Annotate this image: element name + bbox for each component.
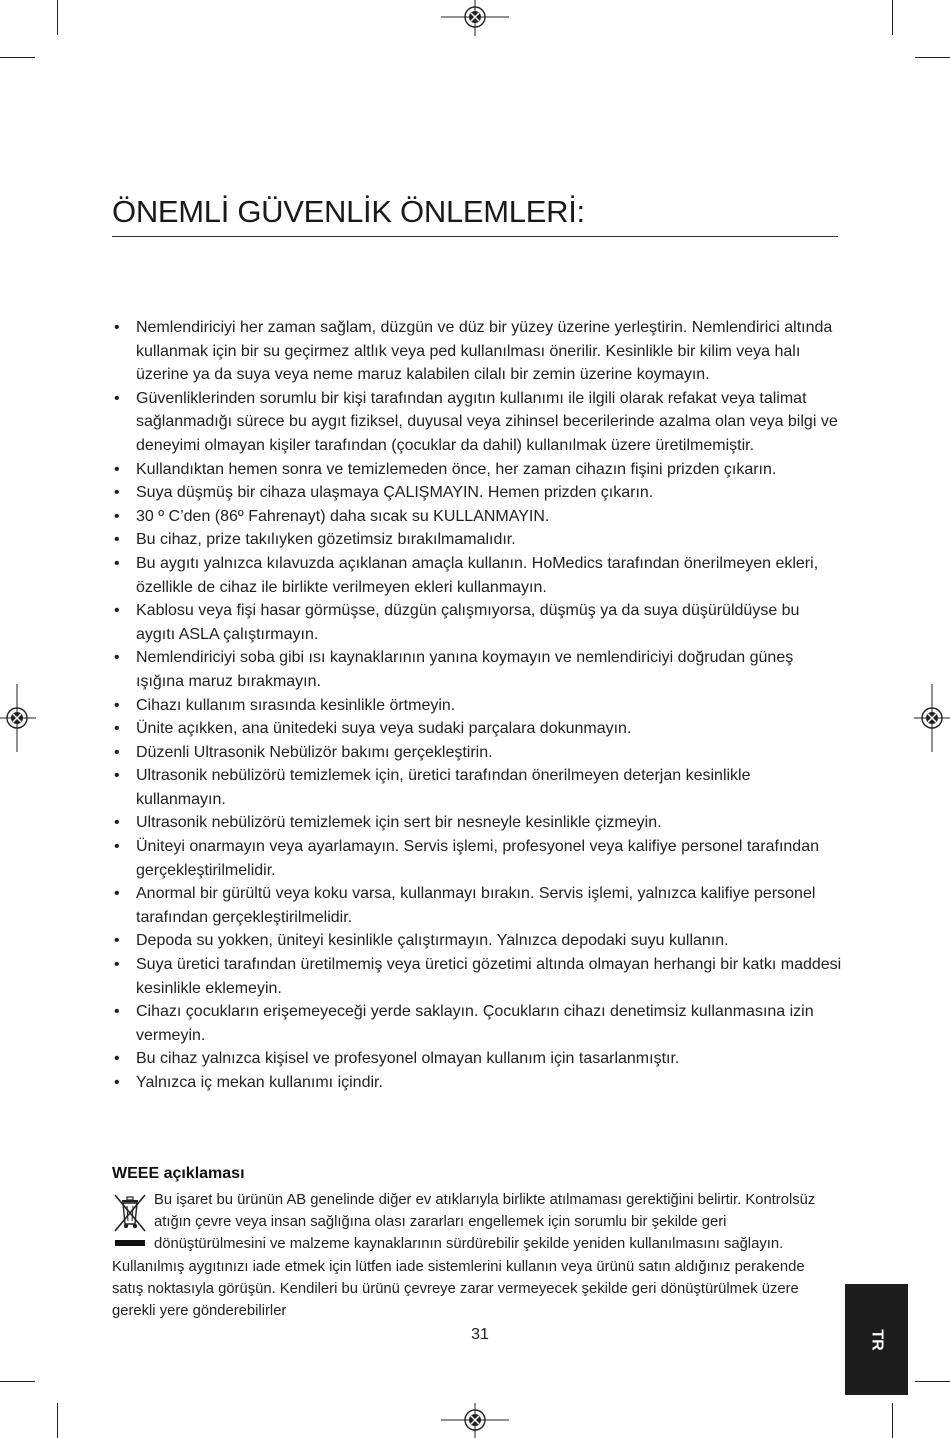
crop-mark — [0, 57, 35, 58]
bullet-icon: • — [114, 696, 120, 714]
bullet-icon: • — [114, 720, 120, 738]
bullet-icon: • — [114, 743, 120, 761]
bullet-icon: • — [114, 649, 120, 667]
crop-mark — [57, 0, 58, 35]
list-item-text: Güvenliklerinden sorumlu bir kişi tarafından aygıtın kullanımı ile ilgili olarak refakat veya talimat sağlanmadığı sürece bu aygıt fiziksel, duyusal veya zihinsel becerilerinde azalma olan veya bilgi ve deneyimi olmayan kişiler tarafından (çocuklar da dahil) kullanılmak üzere üretilmemiştir. — [136, 389, 838, 454]
bullet-icon: • — [114, 507, 120, 525]
list-item — [112, 882, 842, 929]
list-item — [112, 764, 842, 811]
bullet-icon: • — [114, 484, 120, 502]
language-tab — [845, 1284, 908, 1395]
list-item — [112, 953, 842, 1000]
list-item-text: Üniteyi onarmayın veya ayarlamayın. Servis işlemi, profesyonel veya kalifiye personel tarafından gerçekleştirilmelidir. — [136, 838, 819, 879]
list-item-text: Bu aygıtı yalnızca kılavuzda açıklanan amaçla kullanın. HoMedics tarafından önerilmeyen ekleri, özellikle de cihaz ile birlikte verilmeyen ekleri kullanmayın. — [136, 554, 819, 596]
bullet-icon: • — [114, 956, 120, 974]
list-item-text: Ultrasonik nebülizörü temizlemek için sert bir nesneyle kesinlikle çizmeyin. — [136, 814, 662, 832]
page-title: ÖNEMLİ GÜVENLİK ÖNLEMLERİ: — [112, 193, 838, 237]
bullet-icon: • — [114, 1074, 120, 1091]
bullet-icon: • — [114, 460, 120, 478]
list-item — [112, 458, 842, 482]
bullet-icon: • — [114, 814, 120, 832]
list-item-text: Depoda su yokken, üniteyi kesinlikle çalıştırmayın. Yalnızca depodaki suyu kullanın. — [136, 932, 729, 950]
list-item — [112, 1000, 842, 1047]
list-item-text: Nemlendiriciyi her zaman sağlam, düzgün ve düz bir yüzey üzerine yerleştirin. Nemlendirici altında kullanmak için bir su geçirmez altlık veya ped kullanılması önerilir. Kesinlikle bir kilim veya halı üzerine ya da suya veya neme maruz kalabilen cilalı bir zemin üzerine koymayın. — [136, 319, 833, 384]
list-item — [112, 481, 842, 505]
list-item-text: Nemlendiriciyi soba gibi ısı kaynaklarının yanına koymayın ve nemlendiriciyi doğrudan güneş ışığına maruz bırakmayın. — [136, 649, 794, 690]
safety-list — [112, 316, 842, 1095]
registration-mark-icon — [441, 1403, 509, 1438]
list-item — [112, 717, 842, 741]
list-item-text: Ultrasonik nebülizörü temizlemek için, üretici tarafından önerilmeyen deterjan kesinlikle kullanmayın. — [136, 767, 751, 808]
bullet-icon: • — [114, 885, 120, 903]
language-tab-label: TR — [868, 1328, 886, 1351]
weee-text: Bu işaret bu ürünün AB genelinde diğer ev atıklarıyla birlikte atılmaması gerektiğini belirtir. Kontrolsüz atığın çevre veya insan sağlığına olası zararları engellemek için sorumlu bir şekilde geri dönüştürülmesini ve malzeme kaynaklarının sürdürebilir şekilde yeniden kullanılmasını sağlayın. Kullanılmış aygıtınızı iade etmek için lütfen iade sistemlerini kullanın veya ürünü satın aldığınız perakende satış noktasıyla görüşün. Kendileri bu ürünü çevreye zarar vermeyecek şekilde geri dönüştürülmek üzere gerekli yere gönderebilirler — [112, 1192, 816, 1320]
list-item — [112, 316, 842, 387]
list-item-text: Suya üretici tarafından üretilmemiş veya üretici gözetimi altında olmayan herhangi bir katkı maddesi kesinlikle eklemeyin. — [136, 956, 842, 997]
crop-mark — [892, 1403, 893, 1438]
list-item-text: Suya düşmüş bir cihaza ulaşmaya ÇALIŞMAYIN. Hemen prizden çıkarın. — [136, 484, 654, 502]
crossed-out-wheelie-bin-icon — [112, 1191, 148, 1253]
crop-mark — [892, 0, 893, 35]
list-item — [112, 646, 842, 693]
registration-mark-icon — [914, 684, 950, 752]
list-item-text: Yalnızca iç mekan kullanımı içindir. — [136, 1074, 383, 1091]
registration-mark-icon — [0, 684, 36, 752]
list-item-text: Kablosu veya fişi hasar görmüşse, düzgün çalışmıyorsa, düşmüş ya da suya düşürüldüyse bu aygıtı ASLA çalıştırmayın. — [136, 602, 800, 643]
bullet-icon: • — [114, 932, 120, 950]
list-item-text: Anormal bir gürültü veya koku varsa, kullanmayı bırakın. Servis işlemi, yalnızca kalifiye personel tarafından gerçekleştirilmelidir. — [136, 885, 816, 926]
bullet-icon: • — [114, 602, 120, 620]
list-item-text: Cihazı kullanım sırasında kesinlikle örtmeyin. — [136, 696, 456, 714]
bullet-icon: • — [114, 1003, 120, 1021]
list-item-text: Bu cihaz yalnızca kişisel ve profesyonel olmayan kullanım için tasarlanmıştır. — [136, 1050, 680, 1068]
registration-mark-icon — [441, 0, 509, 36]
list-item — [112, 505, 842, 529]
weee-heading: WEEE açıklaması — [112, 1165, 245, 1182]
list-item — [112, 387, 842, 458]
weee-section — [112, 1189, 834, 1322]
page-number: 31 — [471, 1326, 489, 1343]
list-item — [112, 835, 842, 882]
bullet-icon: • — [114, 767, 120, 785]
list-item — [112, 599, 842, 646]
list-item-text: Bu cihaz, prize takılıyken gözetimsiz bırakılmamalıdır. — [136, 531, 516, 549]
list-item-text: Cihazı çocukların erişemeyeceği yerde saklayın. Çocukların cihazı denetimsiz kullanmasına izin vermeyin. — [136, 1003, 814, 1044]
list-item — [112, 741, 842, 765]
list-item — [112, 1047, 842, 1071]
bullet-icon: • — [114, 838, 120, 856]
crop-mark — [57, 1403, 58, 1438]
bullet-icon: • — [114, 1050, 120, 1068]
list-item-text: 30 º C’den (86º Fahrenayt) daha sıcak su KULLANMAYIN. — [136, 507, 550, 525]
crop-mark — [915, 1381, 950, 1382]
list-item — [112, 694, 842, 718]
list-item-text: Kullandıktan hemen sonra ve temizlemeden önce, her zaman cihazın fişini prizden çıkarın. — [136, 460, 777, 478]
list-item — [112, 528, 842, 552]
bullet-icon: • — [114, 319, 120, 336]
list-item — [112, 1071, 842, 1095]
crop-mark — [915, 57, 950, 58]
list-item — [112, 811, 842, 835]
list-item — [112, 552, 842, 599]
list-item-text: Ünite açıkken, ana ünitedeki suya veya sudaki parçalara dokunmayın. — [136, 720, 632, 738]
crop-mark — [0, 1381, 35, 1382]
list-item — [112, 929, 842, 953]
list-item-text: Düzenli Ultrasonik Nebülizör bakımı gerçekleştirin. — [136, 743, 493, 761]
bullet-icon: • — [114, 389, 120, 407]
bullet-icon: • — [114, 531, 120, 549]
bullet-icon: • — [114, 554, 120, 572]
